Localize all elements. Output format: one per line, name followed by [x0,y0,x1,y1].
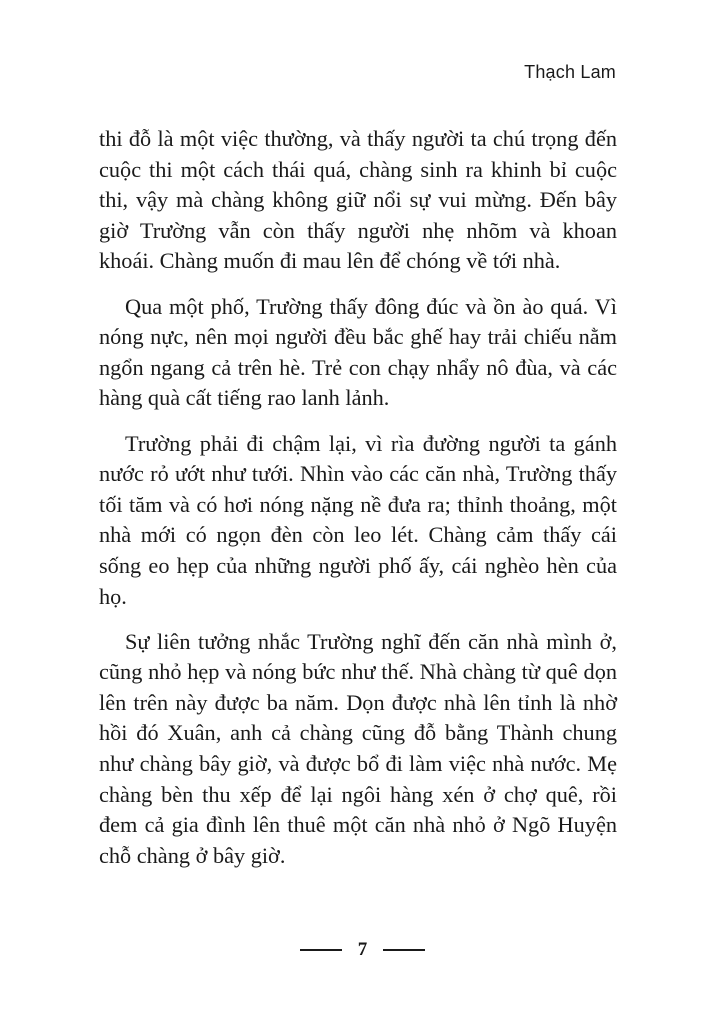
paragraph: Sự liên tưởng nhắc Trường nghĩ đến căn nhà mình ở, cũng nhỏ hẹp và nóng bức như thế. Nhà chàng từ quê dọn lên trên này được ba năm. Dọn được nhà lên tỉnh là nhờ hồi đó Xuân, anh cả chàng cũng đỗ bằng Thành chung như chàng bây giờ, và được bổ đi làm việc nhà nước. Mẹ chàng bèn thu xếp để lại ngôi hàng xén ở chợ quê, rồi đem cả gia đình lên thuê một căn nhà nhỏ ở Ngõ Huyện chỗ chàng ở bây giờ. [99,628,617,868]
running-header-author: Thạch Lam [524,62,616,82]
body-text [99,124,617,871]
paragraph-continued: thi đỗ là một việc thường, và thấy người ta chú trọng đến cuộc thi một cách thái quá, chàng sinh ra khinh bỉ cuộc thi, vậy mà chàng không giữ nổi sự vui mừng. Đến bây giờ Trường vẫn còn thấy người nhẹ nhõm và khoan khoái. Chàng muốn đi mau lên để chóng về tới nhà. [99,126,617,274]
paragraph: Qua một phố, Trường thấy đông đúc và ồn ào quá. Vì nóng nực, nên mọi người đều bắc ghế hay trải chiếu nằm ngổn ngang cả trên hè. Trẻ con chạy nhẩy nô đùa, và các hàng quà cất tiếng rao lanh lảnh. [99,293,617,411]
footer-rule-left [300,949,342,950]
page-number: 7 [357,939,368,960]
paragraph: Trường phải đi chậm lại, vì rìa đường người ta gánh nước rỏ ướt như tưới. Nhìn vào các căn nhà, Trường thấy tối tăm và có hơi nóng nặng nề đưa ra; thỉnh thoảng, một nhà mới có ngọn đèn còn leo lét. Chàng cảm thấy cái sống eo hẹp của những người phố ấy, cái nghèo hèn của họ. [99,430,617,609]
page-footer [0,939,725,961]
footer-rule-right [383,949,425,950]
